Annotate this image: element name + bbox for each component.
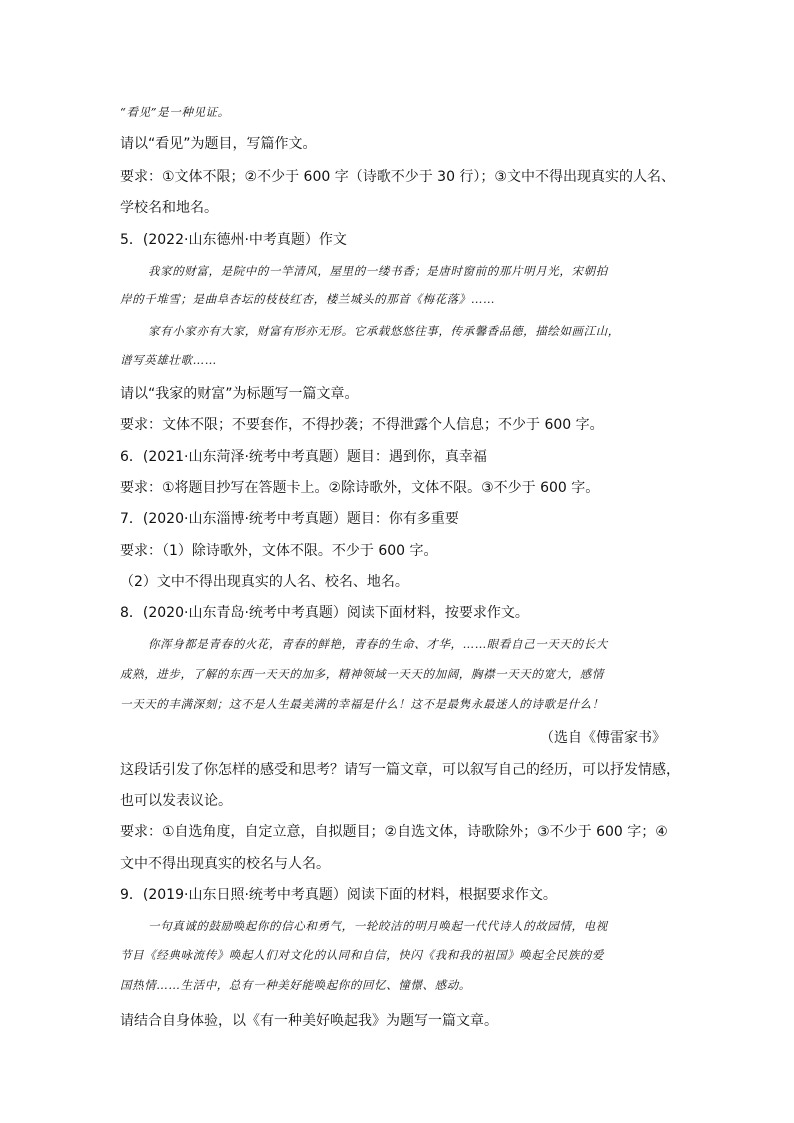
material-9-line-1: 一句真诚的鼓励唤起你的信心和勇气，一轮皎洁的明月唤起一代代诗人的故园情，电视: [148, 919, 608, 933]
question-5-heading: 5．(2022·山东德州·中考真题）作文: [120, 232, 347, 248]
material-9-line-2: 节目《经典咏流传》唤起人们对文化的认同和自信，快闪《我和我的祖国》唤起全民族的爱: [120, 948, 604, 962]
question-7-heading: 7．(2020·山东淄博·统考中考真题）题目：你有多重要: [120, 511, 459, 527]
material-9-line-3: 国热情……生活中，总有一种美好能唤起你的回忆、憧憬、感动。: [120, 978, 471, 992]
material-5-line-2: 岸的千堆雪；是曲阜杏坛的枝枝红杏，楼兰城头的那首《梅花落》……: [120, 292, 496, 306]
requirements-4-a: 要求：①文体不限；②不少于 600 字（诗歌不少于 30 行）；③文中不得出现真实的人名、: [120, 169, 675, 185]
requirements-6: 要求：①将题目抄写在答题卡上。②除诗歌外，文体不限。③不少于 600 字。: [120, 480, 600, 496]
quote-line: “看见”是一种见证。: [120, 105, 230, 119]
material-8-source: （选自《傅雷家书》: [540, 730, 666, 746]
question-9-heading: 9．(2019·山东日照·统考中考真题）阅读下面的材料，根据要求作文。: [120, 887, 557, 903]
requirements-8-b: 文中不得出现真实的校名与人名。: [120, 856, 330, 872]
requirements-7-b: （2）文中不得出现真实的人名、校名、地名。: [120, 574, 409, 590]
material-5-line-3: 家有小家亦有大家，财富有形亦无形。它承载悠悠往事，传承馨香品德，描绘如画江山，: [148, 324, 620, 338]
prompt-4: 请以“看见”为题目，写篇作文。: [120, 136, 317, 152]
question-8-heading: 8．(2020·山东青岛·统考中考真题）阅读下面材料，按要求作文。: [120, 605, 529, 621]
prompt-8-a: 这段话引发了你怎样的感受和思考？请写一篇文章，可以叙写自己的经历，可以抒发情感，: [120, 762, 680, 778]
question-6-heading: 6．(2021·山东菏泽·统考中考真题）题目：遇到你，真幸福: [120, 449, 487, 465]
material-5-line-4: 谱写英雄壮歌……: [120, 353, 217, 367]
prompt-5: 请以“我家的财富”为标题写一篇文章。: [120, 386, 359, 402]
requirements-5: 要求：文体不限；不要套作，不得抄袭；不得泄露个人信息；不少于 600 字。: [120, 417, 604, 433]
material-8-line-1: 你浑身都是青春的火花，青春的鲜艳，青春的生命、才华，……眼看自己一天天的长大: [148, 637, 608, 651]
requirements-8-a: 要求：①自选角度，自定立意，自拟题目；②自选文体，诗歌除外；③不少于 600 字；④: [120, 824, 668, 840]
prompt-9: 请结合自身体验，以《有一种美好唤起我》为题写一篇文章。: [120, 1013, 498, 1029]
material-8-line-2: 成熟，进步，了解的东西一天天的加多，精神领域一天天的加阔，胸襟一天天的宽大，感情: [120, 667, 604, 681]
material-5-line-1: 我家的财富，是院中的一竿清风，屋里的一缕书香；是唐时窗前的那片明月光，宋朝拍: [148, 264, 608, 278]
requirements-7-a: 要求：（1）除诗歌外，文体不限。不少于 600 字。: [120, 543, 438, 559]
prompt-8-b: 也可以发表议论。: [120, 793, 232, 809]
requirements-4-b: 学校名和地名。: [120, 200, 218, 216]
material-8-line-3: 一天天的丰满深刻；这不是人生最美满的幸福是什么！这不是最隽永最迷人的诗歌是什么！: [120, 697, 604, 711]
